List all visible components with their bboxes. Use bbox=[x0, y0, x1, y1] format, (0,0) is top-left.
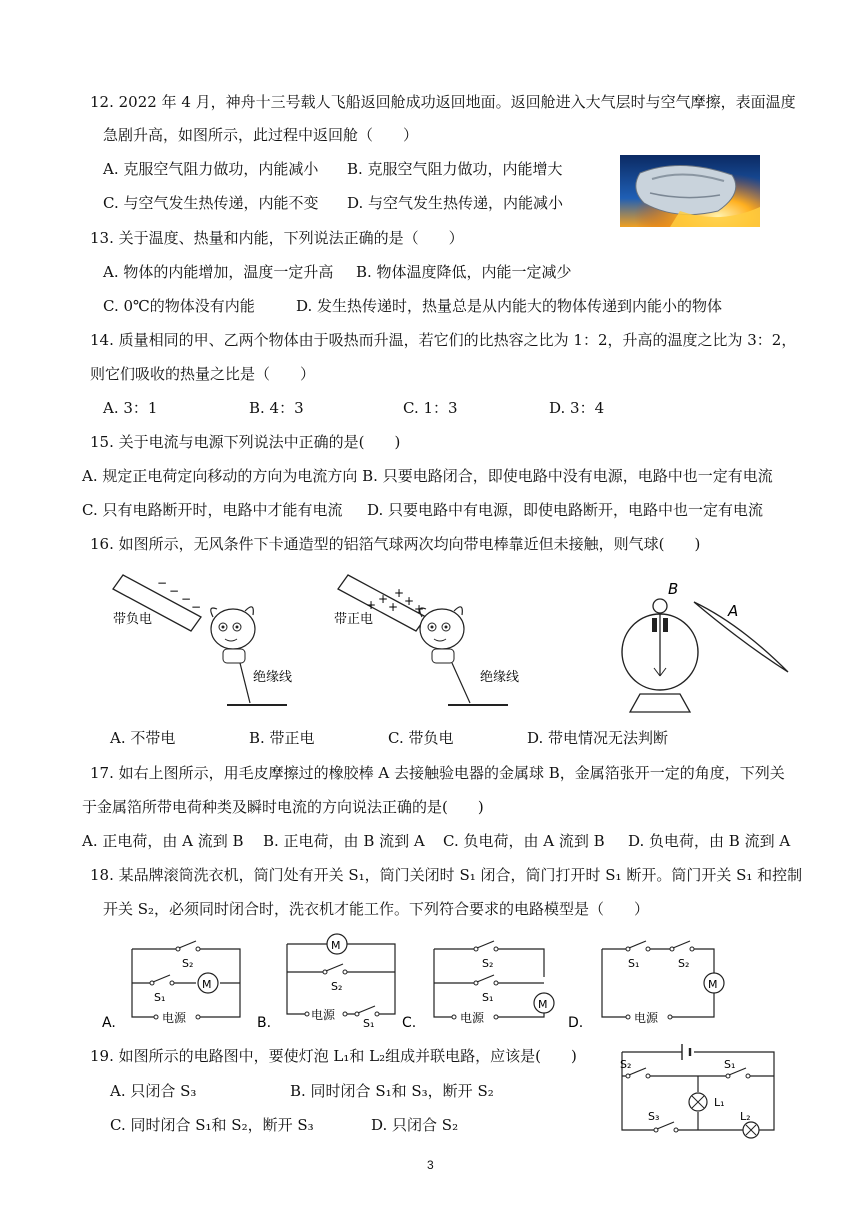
electroscope-base bbox=[630, 694, 690, 712]
q14-stem-line2: 则它们吸收的热量之比是（ ） bbox=[90, 365, 316, 383]
string-label: 绝缘线 bbox=[480, 670, 520, 685]
q13-option-d: D. 发生热传递时，热量总是从内能大的物体传递到内能小的物体 bbox=[296, 297, 723, 315]
q12-option-b: B. 克服空气阻力做功，内能增大 bbox=[347, 160, 563, 178]
switch-s2-label: S₂ bbox=[678, 957, 690, 970]
insulating-string bbox=[452, 663, 470, 703]
switch-s1-label: S₁ bbox=[154, 991, 166, 1004]
minus-sign: − bbox=[169, 584, 180, 598]
lamp-l2-label: L₂ bbox=[740, 1110, 751, 1123]
q15-stem: 15. 关于电流与电源下列说法中正确的是( ) bbox=[90, 433, 401, 451]
switch-s1-label: S₁ bbox=[724, 1058, 736, 1071]
plus-sign: + bbox=[394, 586, 405, 600]
q13-option-c: C. 0℃的物体没有内能 bbox=[103, 297, 255, 315]
q12-stem-line2: 急剧升高，如图所示，此过程中返回舱（ ） bbox=[103, 126, 419, 144]
motor-label: M bbox=[708, 978, 718, 991]
parallel-circuit-figure bbox=[610, 1040, 780, 1142]
q12-option-a: A. 克服空气阻力做功，内能减小 bbox=[103, 160, 319, 178]
switch-s1-label: S₁ bbox=[482, 991, 494, 1004]
power-label: 电源 bbox=[460, 1011, 485, 1025]
q12-stem-line1: 12. 2022 年 4 月，神舟十三号载人飞船返回舱成功返回地面。返回舱进入大气层时与空气摩擦，表面温度 bbox=[90, 93, 796, 111]
option-label: B. bbox=[257, 1015, 272, 1030]
q17-option-d: D. 负电荷，由 B 流到 A bbox=[628, 832, 791, 850]
q16-option-d: D. 带电情况无法判断 bbox=[527, 729, 669, 747]
insulating-string bbox=[240, 663, 250, 703]
option-label: A. bbox=[102, 1015, 116, 1030]
q14-option-d: D. 3：4 bbox=[549, 399, 605, 417]
plus-sign: + bbox=[404, 594, 415, 608]
q17-option-b: B. 正电荷，由 B 流到 A bbox=[263, 832, 425, 850]
q17-option-c: C. 负电荷，由 A 流到 B bbox=[443, 832, 605, 850]
switch-s2-label: S₂ bbox=[620, 1058, 632, 1071]
switch-s1-label: S₁ bbox=[628, 957, 640, 970]
switch-s2-label: S₂ bbox=[482, 957, 494, 970]
plus-sign: + bbox=[414, 602, 425, 616]
q14-option-b: B. 4：3 bbox=[249, 399, 304, 417]
q14-option-c: C. 1：3 bbox=[403, 399, 458, 417]
electroscope-figure bbox=[610, 572, 800, 720]
switch-s2-label: S₂ bbox=[331, 980, 343, 993]
q18-stem-line1: 18. 某品牌滚筒洗衣机，筒门处有开关 S₁，筒门关闭时 S₁ 闭合，筒门打开时 S₁ 断开。筒门开关 S₁ 和控制 bbox=[90, 866, 803, 884]
circuit-option-d bbox=[568, 935, 728, 1030]
balloon-character bbox=[420, 607, 464, 663]
motor-label: M bbox=[538, 998, 548, 1011]
rod-label-negative: 带负电 bbox=[113, 612, 153, 627]
power-label: 电源 bbox=[634, 1011, 659, 1025]
string-label: 绝缘线 bbox=[253, 670, 293, 685]
circuit-option-b bbox=[257, 930, 407, 1030]
q19-option-d: D. 只闭合 S₂ bbox=[371, 1116, 459, 1134]
balloon-character bbox=[211, 607, 255, 663]
q19-option-a: A. 只闭合 S₃ bbox=[110, 1082, 197, 1100]
positive-rod-figure bbox=[330, 565, 540, 715]
rod-label-positive: 带正电 bbox=[334, 612, 374, 627]
q19-option-c: C. 同时闭合 S₁和 S₂，断开 S₃ bbox=[110, 1116, 314, 1134]
minus-sign: − bbox=[181, 592, 192, 606]
q18-stem-line2: 开关 S₂，必须同时闭合时，洗衣机才能工作。下列符合要求的电路模型是（ ） bbox=[103, 900, 650, 918]
q14-option-a: A. 3：1 bbox=[103, 399, 158, 417]
q17-stem-line2: 于金属箔所带电荷种类及瞬时电流的方向说法正确的是( ) bbox=[82, 798, 484, 816]
q13-option-b: B. 物体温度降低，内能一定减少 bbox=[356, 263, 572, 281]
motor-label: M bbox=[202, 978, 212, 991]
plus-sign: + bbox=[378, 592, 389, 606]
q13-option-a: A. 物体的内能增加，温度一定升高 bbox=[103, 263, 334, 281]
option-label: D. bbox=[568, 1015, 584, 1030]
q16-option-a: A. 不带电 bbox=[110, 729, 176, 747]
q17-option-a: A. 正电荷，由 A 流到 B bbox=[82, 832, 244, 850]
q16-option-c: C. 带负电 bbox=[388, 729, 454, 747]
switch-s2-label: S₂ bbox=[182, 957, 194, 970]
q12-option-d: D. 与空气发生热传递，内能减小 bbox=[347, 194, 564, 212]
rubber-rod bbox=[694, 602, 788, 672]
q15-option-d: D. 只要电路中有电源，即使电路断开，电路中也一定有电流 bbox=[367, 501, 764, 519]
plus-sign: + bbox=[388, 600, 399, 614]
minus-sign: − bbox=[157, 576, 168, 590]
power-label: 电源 bbox=[162, 1011, 187, 1025]
lamp-l1-label: L₁ bbox=[714, 1096, 725, 1109]
label-b: B bbox=[668, 580, 679, 598]
option-label: C. bbox=[402, 1015, 417, 1030]
q19-option-b: B. 同时闭合 S₁和 S₃，断开 S₂ bbox=[290, 1082, 494, 1100]
q12-option-c: C. 与空气发生热传递，内能不变 bbox=[103, 194, 319, 212]
q15-option-ab: A. 规定正电荷定向移动的方向为电流方向 B. 只要电路闭合，即使电路中没有电源，电路中也一定有电流 bbox=[82, 467, 773, 485]
q14-stem-line1: 14. 质量相同的甲、乙两个物体由于吸热而升温，若它们的比热容之比为 1：2，升高的温度之比为 3：2， bbox=[90, 331, 797, 349]
q16-option-b: B. 带正电 bbox=[249, 729, 315, 747]
q15-option-c: C. 只有电路断开时，电路中才能有电流 bbox=[82, 501, 343, 519]
negative-rod-figure bbox=[105, 565, 315, 715]
page-number: 3 bbox=[427, 1158, 434, 1172]
q16-stem: 16. 如图所示，无风条件下卡通造型的铝箔气球两次均向带电棒靠近但未接触，则气球( ) bbox=[90, 535, 701, 553]
q17-stem-line1: 17. 如右上图所示，用毛皮摩擦过的橡胶棒 A 去接触验电器的金属球 B，金属箔张开一定的角度，下列关 bbox=[90, 764, 785, 782]
circuit-option-c bbox=[402, 935, 562, 1030]
metal-ball bbox=[653, 599, 667, 613]
motor-label: M bbox=[331, 939, 341, 952]
minus-sign: − bbox=[191, 600, 202, 614]
q13-stem: 13. 关于温度、热量和内能，下列说法正确的是（ ） bbox=[90, 229, 464, 247]
plus-sign: + bbox=[366, 598, 377, 612]
reentry-capsule-image bbox=[620, 155, 760, 227]
q19-stem: 19. 如图所示的电路图中，要使灯泡 L₁和 L₂组成并联电路，应该是( ) bbox=[90, 1047, 577, 1065]
circuit-option-a bbox=[100, 935, 250, 1030]
switch-s1-label: S₁ bbox=[363, 1017, 375, 1030]
label-a: A bbox=[728, 602, 739, 620]
switch-s3-label: S₃ bbox=[648, 1110, 660, 1123]
power-label: 电源 bbox=[311, 1008, 336, 1022]
